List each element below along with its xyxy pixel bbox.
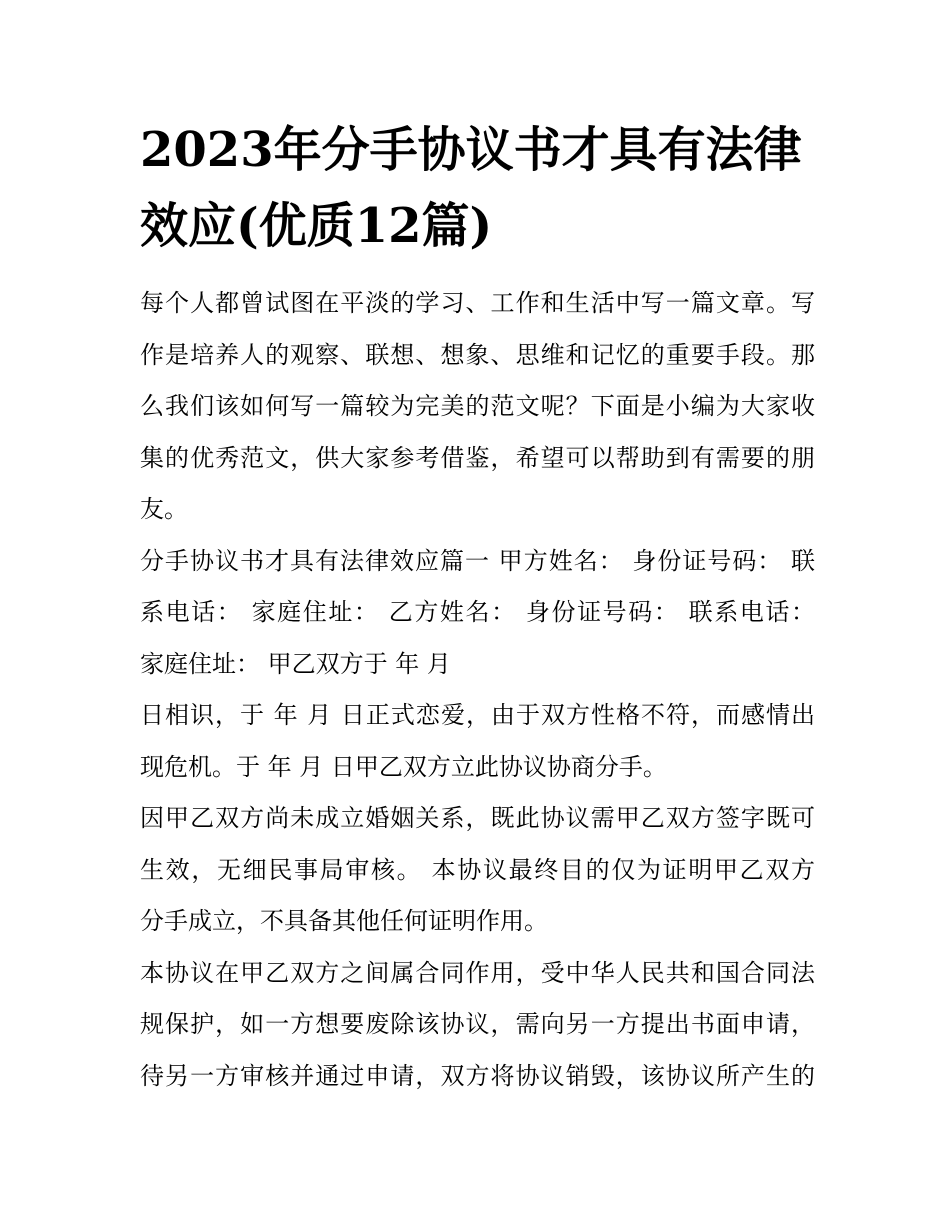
document-body xyxy=(140,278,815,1102)
title-line: 2023年分手协议书才具有法律 xyxy=(140,122,802,178)
body-line: 规保护，如一方想要废除该协议，需向另一方提出书面申请， xyxy=(140,1010,815,1038)
body-line: 分手成立，不具备其他任何证明作用。 xyxy=(140,907,548,935)
body-line: 因甲乙双方尚未成立婚姻关系，既此协议需甲乙双方签字既可 xyxy=(140,804,815,832)
body-line: 本协议在甲乙双方之间属合同作用，受中华人民共和国合同法 xyxy=(140,958,815,987)
document-title xyxy=(140,112,820,264)
title-line: 效应(优质12篇) xyxy=(140,198,493,254)
body-line: 友。 xyxy=(140,495,188,523)
body-line: 生效，无细民事局审核。 本协议最终目的仅为证明甲乙双方 xyxy=(140,855,815,884)
body-line: 系电话： 家庭住址： 乙方姓名： 身份证号码： 联系电话： xyxy=(140,598,815,626)
body-line: 集的优秀范文，供大家参考借鉴，希望可以帮助到有需要的朋 xyxy=(140,443,815,472)
body-line: 家庭住址： 甲乙双方于 年 月 xyxy=(140,649,451,678)
body-line: 待另一方审核并通过申请，双方将协议销毁，该协议所产生的 xyxy=(140,1061,815,1090)
body-line: 分手协议书才具有法律效应篇一 甲方姓名： 身份证号码： 联 xyxy=(140,546,815,575)
body-line: 作是培养人的观察、联想、想象、思维和记忆的重要手段。那 xyxy=(140,340,815,369)
body-line: 每个人都曾试图在平淡的学习、工作和生活中写一篇文章。写 xyxy=(140,289,815,317)
body-line: 现危机。于 年 月 日甲乙双方立此协议协商分手。 xyxy=(140,752,667,781)
body-line: 么我们该如何写一篇较为完美的范文呢？下面是小编为大家收 xyxy=(140,392,815,420)
body-line: 日相识，于 年 月 日正式恋爱，由于双方性格不符，而感情出 xyxy=(140,701,815,729)
